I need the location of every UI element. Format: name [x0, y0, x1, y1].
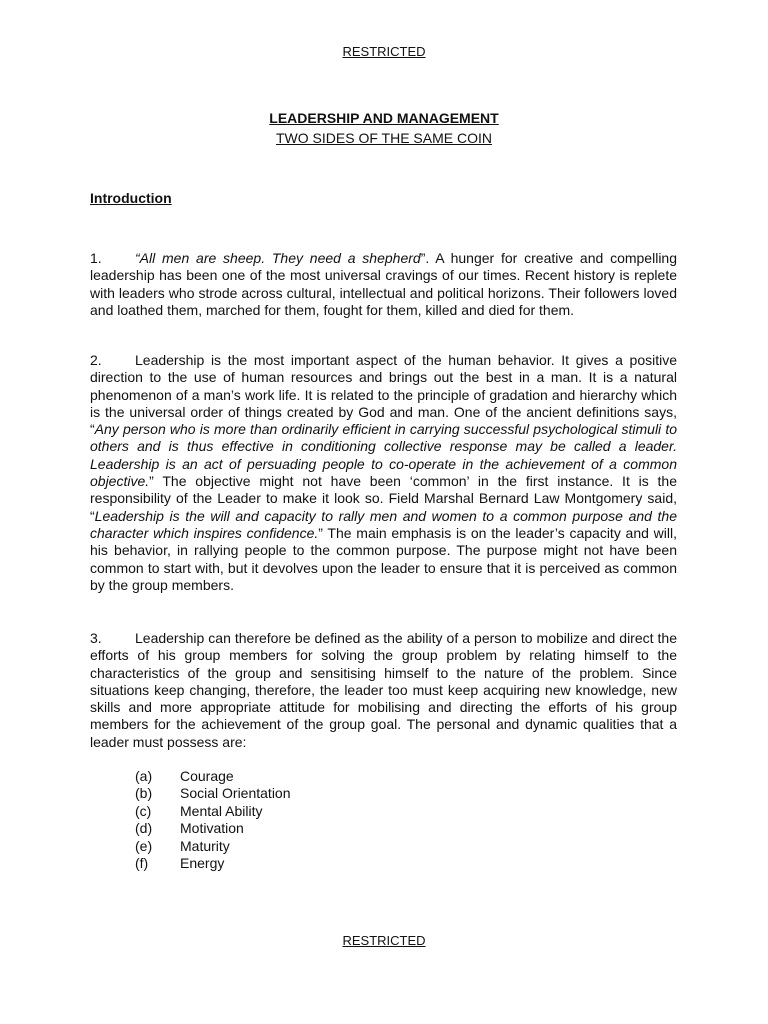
paragraph-text: ”. A hunger for creative and compelling leadership has been one of the most universal cravings of our times. Recent history is replete with leaders who strode across cultural, intellectual and political horizons. Their followers loved and loathed them, marched for them, fought for them, killed and died for them.: [90, 250, 677, 318]
list-item-label: Courage: [180, 768, 234, 784]
list-item-label: Social Orientation: [180, 785, 291, 802]
paragraph-1: [90, 250, 677, 319]
list-marker: (a): [135, 768, 153, 784]
document-subtitle: TWO SIDES OF THE SAME COIN: [276, 130, 492, 146]
paragraph-text: Leadership can therefore be defined as the ability of a person to mobilize and direct the efforts of his group members for solving the group problem by relating himself to the characteristics of the group and sensitising himself to the nature of the problem. Since situations keep changing, therefore, the leader too must keep acquiring new knowledge, new skills and more appropriate attitude for mobilising and directing the efforts of his group members for the achievement of the group goal. The personal and dynamic qualities that a leader must possess are:: [90, 630, 677, 750]
paragraph-text: ” The objective might not have been ‘common’ in the first instance. It is the responsibility of the Leader to make it look so. Field Marshal Bernard Law Montgomery said, “: [90, 473, 677, 524]
paragraph-number: 3.: [90, 630, 102, 646]
list-item: [135, 838, 291, 855]
paragraph-number: 1.: [90, 250, 102, 266]
document-title: LEADERSHIP AND MANAGEMENT: [269, 110, 499, 126]
paragraph-3: [90, 630, 677, 751]
paragraph-number: 2.: [90, 352, 102, 368]
list-marker: (d): [135, 820, 153, 837]
section-heading-introduction: Introduction: [90, 190, 172, 206]
list-item-label: Energy: [180, 855, 225, 872]
header-classification: RESTRICTED: [342, 44, 426, 59]
list-item-label: Maturity: [180, 837, 230, 854]
list-item: [135, 820, 291, 837]
list-item-label: Motivation: [180, 820, 244, 837]
list-marker: (e): [135, 837, 153, 854]
list-marker: (c): [135, 802, 152, 819]
list-item-label: Mental Ability: [180, 802, 263, 819]
list-marker: (b): [135, 785, 153, 802]
list-marker: (f): [135, 855, 149, 872]
paragraph-text: ” The main emphasis is on the leader’s capacity and will, his behavior, in rallying people to the common purpose. The purpose might not have been common to start with, but it devolves upon the leader to ensure that it is perceived as common by the group members.: [90, 524, 677, 593]
list-item: [135, 785, 291, 802]
list-item: [135, 803, 291, 820]
qualities-list: [135, 768, 291, 872]
paragraph-text: Leadership is the most important aspect of the human behavior. It gives a positive direction to the use of human resources and brings out the best in a man. It is a natural phenomenon of a man’s work life. It is related to the principle of gradation and hierarchy which is the universal order of things created by God and man. One of the ancient definitions says, “: [90, 352, 677, 438]
paragraph-quote: Any person who is more than ordinarily efficient in carrying successful psychological stimuli to others and is thus effective in conditioning collective response may be called a leader. Leadership is an act of persuading people to co-operate in the achievement of a common objective.: [90, 421, 677, 490]
paragraph-quote: “All men are sheep. They need a shepherd: [135, 250, 421, 266]
list-item: [135, 855, 291, 872]
paragraph-quote: Leadership is the will and capacity to rally men and women to a common purpose and the character which inspires confidence.: [90, 507, 677, 541]
footer-classification: RESTRICTED: [342, 933, 426, 948]
list-item: [135, 768, 291, 785]
paragraph-2: [90, 352, 677, 594]
